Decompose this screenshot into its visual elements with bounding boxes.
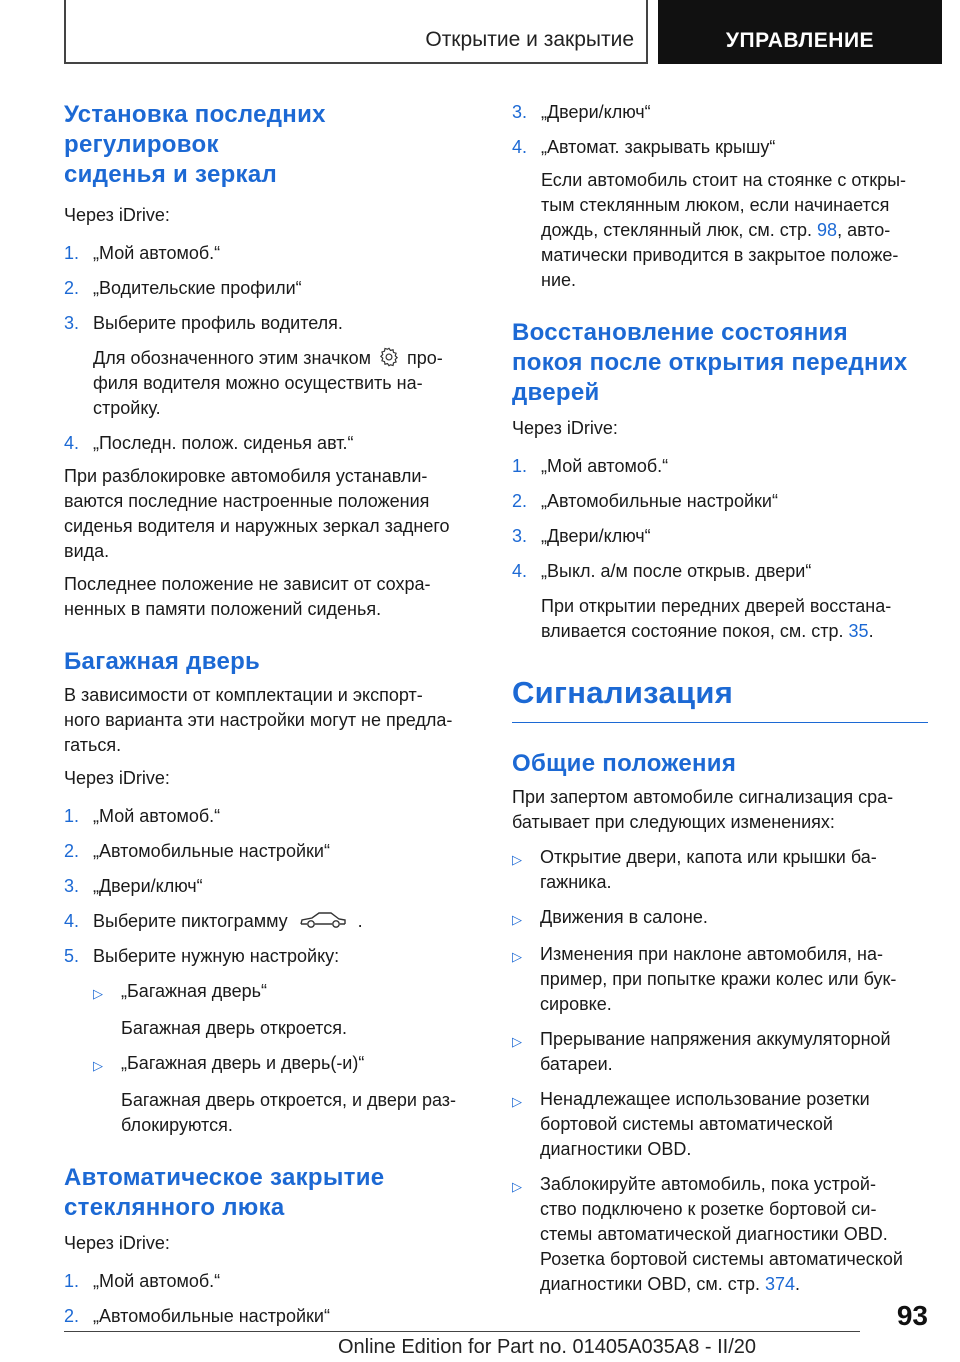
list-item: 5. Выберите нужную настройку:	[64, 946, 340, 966]
bullet-icon: ▷	[512, 1094, 522, 1109]
list-item: 3. „Двери/ключ“	[512, 526, 651, 546]
bullet-item: ▷ „Багажная дверь и дверь(-и)“	[93, 1051, 480, 1078]
list-item: 2. „Автомобильные настройки“	[512, 491, 778, 511]
list-item: 1. „Мой автомоб.“	[64, 806, 221, 826]
page-ref-link[interactable]: 98	[817, 220, 838, 240]
paragraph: При разблокировке автомобиля устанавли- ваются последние настроенные положения сиденья водителя и наружных зеркал заднего вида.	[64, 466, 450, 561]
section-heading-rest-state: Восстановление состояния покоя после открытия передних дверей	[512, 319, 908, 406]
paragraph: Последнее положение не зависит от сохра- ненных в памяти положений сиденья.	[64, 574, 431, 619]
footer-edition: Online Edition for Part no. 01405A035A8 - II/20	[337, 1336, 757, 1358]
section-title: Открытие и закрытие	[425, 28, 634, 51]
bullet-item: ▷ Изменения при наклоне автомобиля, на- пример, при попытке кражи колес или бук- сировке.	[512, 942, 928, 1017]
list-item: 4. „Выкл. а/м после открыв. двери“	[512, 561, 812, 581]
paragraph: В зависимости от комплектации и экспорт- ного варианта эти настройки могут не предла- гаться.	[64, 685, 453, 755]
list-item: 1. „Мой автомоб.“	[64, 243, 221, 263]
page-ref-link[interactable]: 374	[764, 1274, 796, 1294]
bullet-icon: ▷	[512, 912, 522, 927]
section-heading-general: Общие положения	[512, 750, 737, 777]
bullet-icon: ▷	[512, 852, 522, 867]
list-item: 2. „Водительские профили“	[64, 278, 302, 298]
chapter-heading-alarm: Сигнализация	[512, 675, 734, 710]
right-column	[512, 100, 928, 1297]
list-item-note: Если автомобиль стоит на стоянке с откры- тым стеклянным люком, если начинается дождь, стеклянный люк, см. стр. 98, авто- матически приводится в закрытое положе- ние.	[541, 170, 907, 290]
bullet-icon: ▷	[93, 986, 103, 1001]
section-heading-last-settings: Установка последних регулировок сиденья и зеркал	[64, 101, 326, 188]
bullet-item: ▷ Прерывание напряжения аккумуляторной батареи.	[512, 1027, 928, 1077]
list-item: 3. „Двери/ключ“	[64, 876, 203, 896]
via-idrive: Через iDrive:	[64, 1233, 170, 1253]
list-item: 4. „Автомат. закрывать крышу“	[512, 137, 776, 157]
bullet-item: ▷ Ненадлежащее использование розетки бортовой системы автоматической диагностики OBD.	[512, 1087, 928, 1162]
list-item: 3. Выберите профиль водителя.	[64, 313, 343, 333]
list-item: 4. „Последн. полож. сиденья авт.“	[64, 433, 354, 453]
bullet-icon: ▷	[512, 1034, 522, 1049]
heading-rule	[512, 722, 928, 723]
bullet-note: Багажная дверь откроется.	[121, 1018, 347, 1038]
chapter-title: УПРАВЛЕНИЕ	[725, 29, 875, 52]
bullet-icon: ▷	[512, 1179, 522, 1194]
via-idrive: Через iDrive:	[64, 205, 170, 225]
footer-rule	[64, 1331, 860, 1332]
page-number: 93	[896, 1300, 928, 1331]
section-tab	[64, 0, 648, 64]
via-idrive: Через iDrive:	[64, 768, 170, 788]
list-item: 3. „Двери/ключ“	[512, 102, 651, 122]
left-column	[64, 100, 480, 1329]
page-ref-link[interactable]: 35	[848, 621, 869, 641]
chapter-tab	[658, 0, 942, 64]
bullet-note: Багажная дверь откроется, и двери раз- блокируются.	[121, 1090, 457, 1135]
bullet-item: ▷ Открытие двери, капота или крышки ба- гажника.	[512, 845, 928, 895]
section-heading-tailgate: Багажная дверь	[64, 648, 261, 675]
page-header	[64, 0, 942, 64]
list-item: 4. Выберите пиктограмму .	[64, 911, 363, 931]
list-item-note: Для обозначенного этим значком про- филя водителя можно осуществить на- стройку.	[93, 348, 443, 418]
car-icon	[298, 909, 348, 931]
bullet-icon: ▷	[93, 1058, 103, 1073]
list-item: 1. „Мой автомоб.“	[64, 1271, 221, 1291]
via-idrive: Через iDrive:	[512, 418, 618, 438]
list-item: 2. „Автомобильные настройки“	[64, 1306, 330, 1326]
list-item-note: При открытии передних дверей восстана- вливается состояние покоя, см. стр. 35.	[541, 596, 892, 641]
bullet-item: ▷ „Багажная дверь“	[93, 979, 480, 1006]
list-item: 2. „Автомобильные настройки“	[64, 841, 330, 861]
gear-icon	[377, 346, 401, 368]
section-heading-auto-close: Автоматическое закрытие стеклянного люка	[64, 1164, 385, 1221]
bullet-icon: ▷	[512, 949, 522, 964]
bullet-item: ▷ Заблокируйте автомобиль, пока устрой- ство подключено к розетке бортовой си- стемы автоматической диагностики OBD. Розетка бортовой системы автоматической диагностики OBD, см. стр. 374.	[512, 1172, 928, 1297]
list-item: 1. „Мой автомоб.“	[512, 456, 669, 476]
paragraph: При запертом автомобиле сигнализация сра- батывает при следующих изменениях:	[512, 787, 894, 832]
bullet-item: ▷ Движения в салоне.	[512, 905, 928, 932]
